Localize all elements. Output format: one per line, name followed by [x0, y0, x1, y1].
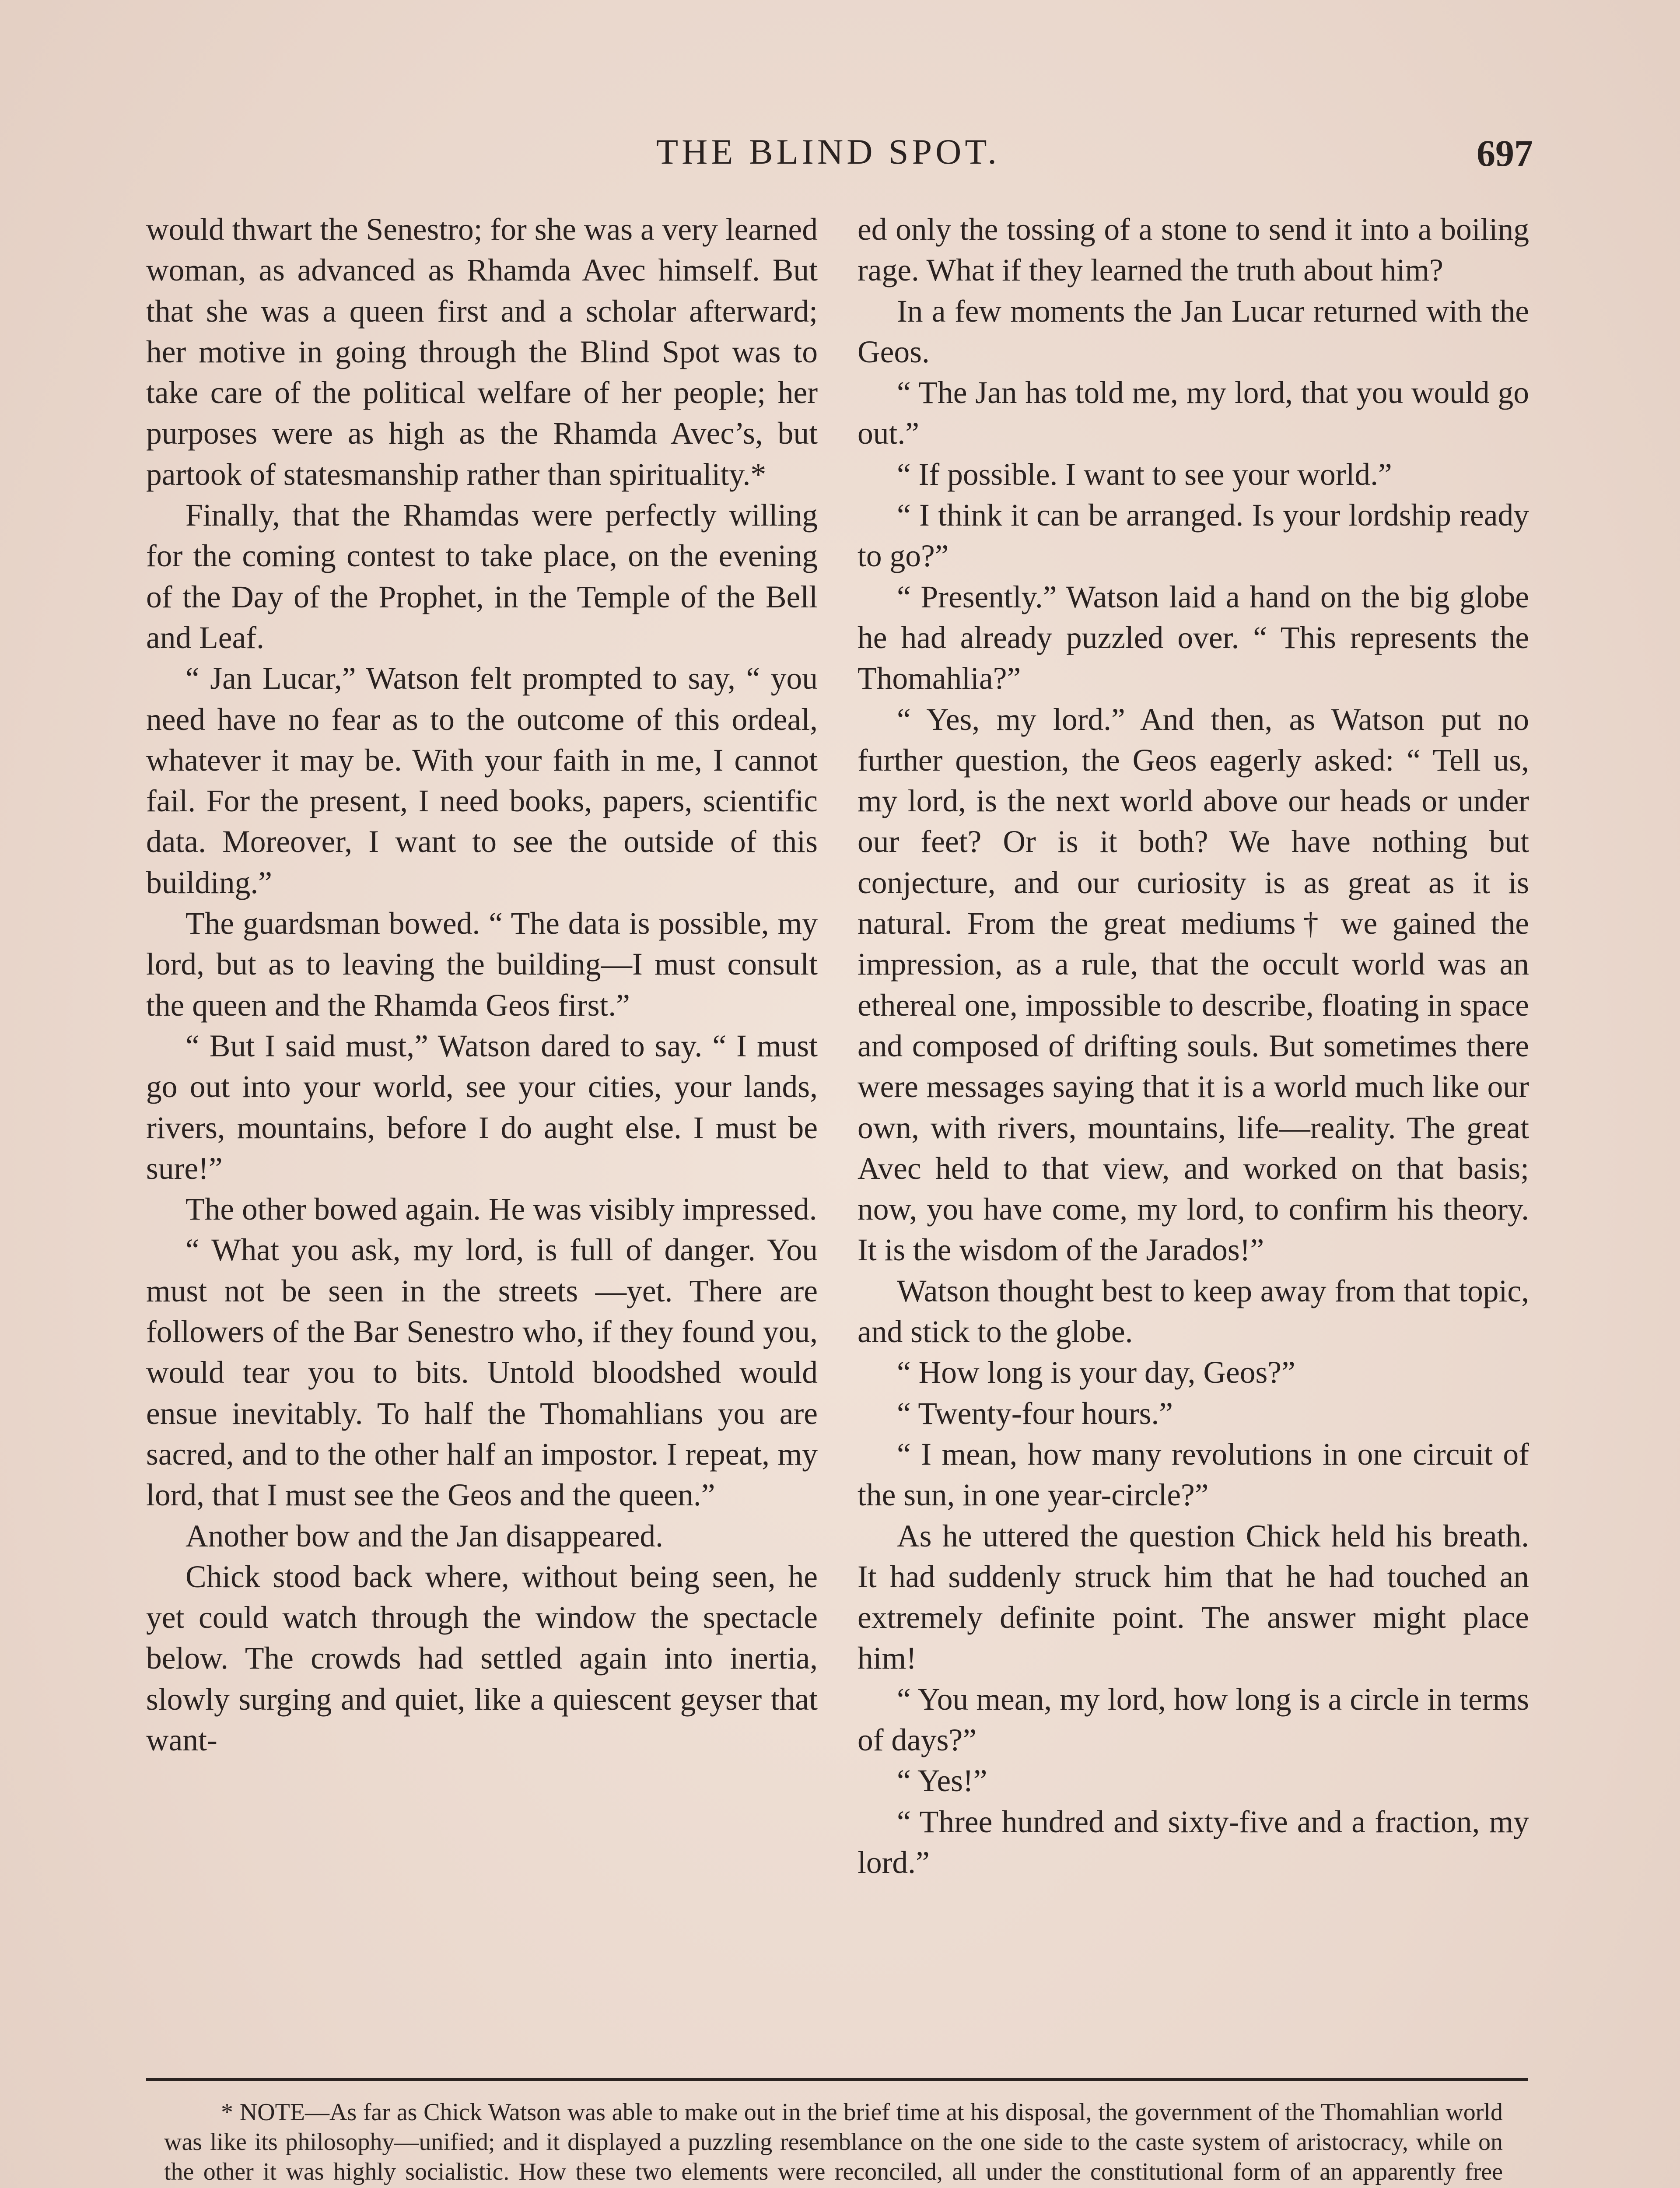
paragraph: “ You mean, my lord, how long is a circle in terms of days?”	[858, 1682, 1529, 1757]
paragraph: Chick stood back where, without being seen, he yet could watch through the window the spectacle below. The crowds had settled again into inertia, slowly surging and quiet, like a quiescent geyser that want-	[146, 1559, 818, 1757]
left-column	[146, 209, 818, 1760]
page-number: 697	[1477, 132, 1533, 174]
paragraph: “ Yes, my lord.” And then, as Watson put no further question, the Geos eagerly asked: “ Tell us, my lord, is the next world above our heads or under our feet? Or is it both? We have nothing but conjecture, and our curiosity is as great as it is natural. From the great mediums† we gained the impression, as a rule, that the occult world was an ethereal one, impossible to describe, floating in space and composed of drifting souls. But sometimes there were messages saying that it is a world much like our own, with rivers, mountains, life—reality. The great Avec held to that view, and worked on that basis; now, you have come, my lord, to confirm his theory. It is the wisdom of the Jarados!”	[858, 702, 1529, 1268]
paragraph: “ The Jan has told me, my lord, that you would go out.”	[858, 375, 1529, 451]
paragraph: “ I think it can be arranged. Is your lordship ready to go?”	[858, 498, 1529, 574]
paragraph: “ How long is your day, Geos?”	[897, 1355, 1295, 1390]
paragraph: “ What you ask, my lord, is full of danger. You must not be seen in the streets —yet. There are followers of the Bar Senestro who, if they found you, would tear you to bits. Untold bloodshed would ensue inevitably. To half the Thomahlians you are sacred, and to the other half an impostor. I repeat, my lord, that I must see the Geos and the queen.”	[146, 1233, 818, 1513]
paragraph: Finally, that the Rhamdas were perfectly willing for the coming contest to take place, on the evening of the Day of the Prophet, in the Temple of the Bell and Leaf.	[146, 498, 818, 655]
paragraph: In a few moments the Jan Lucar returned with the Geos.	[858, 294, 1529, 369]
paragraph: “ Three hundred and sixty-five and a fraction, my lord.”	[858, 1804, 1529, 1880]
paragraph: “ Twenty-four hours.”	[897, 1396, 1173, 1431]
paragraph: “ But I said must,” Watson dared to say. “ I must go out into your world, see your cities, your lands, rivers, mountains, before I do aught else. I must be sure!”	[146, 1028, 818, 1186]
paragraph: “ Yes!”	[897, 1764, 987, 1799]
paragraph: ed only the tossing of a stone to send it into a boiling rage. What if they learned the truth about him?	[858, 212, 1529, 288]
paragraph: “ If possible. I want to see your world.”	[897, 457, 1392, 492]
paragraph: Another bow and the Jan disappeared.	[186, 1518, 664, 1553]
paragraph: As he uttered the question Chick held his breath. It had suddenly struck him that he had touched an extremely definite point. The answer might place him!	[858, 1518, 1529, 1676]
running-head: THE BLIND SPOT.	[656, 132, 1000, 172]
paragraph: The guardsman bowed. “ The data is possible, my lord, but as to leaving the building—I must consult the queen and the Rhamda Geos first.”	[146, 906, 818, 1023]
right-column	[858, 209, 1529, 1883]
paragraph: The other bowed again. He was visibly impressed.	[186, 1192, 817, 1227]
paragraph: “ Jan Lucar,” Watson felt prompted to say, “ you need have no fear as to the outcome of this ordeal, whatever it may be. With your faith in me, I cannot fail. For the present, I need books, papers, scientific data. Moreover, I want to see the outside of this building.”	[146, 661, 818, 900]
paragraph: “ Presently.” Watson laid a hand on the big globe he had already puzzled over. “ This represents the Thomahlia?”	[858, 579, 1529, 696]
paragraph: Watson thought best to keep away from that topic, and stick to the globe.	[858, 1273, 1529, 1350]
footnotes	[164, 2097, 1503, 2188]
footnote: * NOTE—As far as Chick Watson was able to make out in the brief time at his disposal, the government of the Thomahlian world was like its philosophy—unified; and it displayed a puzzling resemblance on the one side to the caste system of aristocracy, while on the other it was highly socialistic. How these two elements were reconciled, all under the constitutional form of an apparently free	[164, 2099, 1503, 2185]
paragraph: would thwart the Senestro; for she was a very learned woman, as advanced as Rhamda Avec himself. But that she was a queen first and a scholar afterward; her motive in going through the Blind Spot was to take care of the political welfare of her people; her purposes were as high as the Rhamda Avec’s, but partook of statesmanship rather than spirituality.*	[146, 212, 818, 492]
footnote-rule	[146, 2078, 1528, 2081]
paragraph: “ I mean, how many revolutions in one circuit of the sun, in one year-circle?”	[858, 1437, 1529, 1513]
